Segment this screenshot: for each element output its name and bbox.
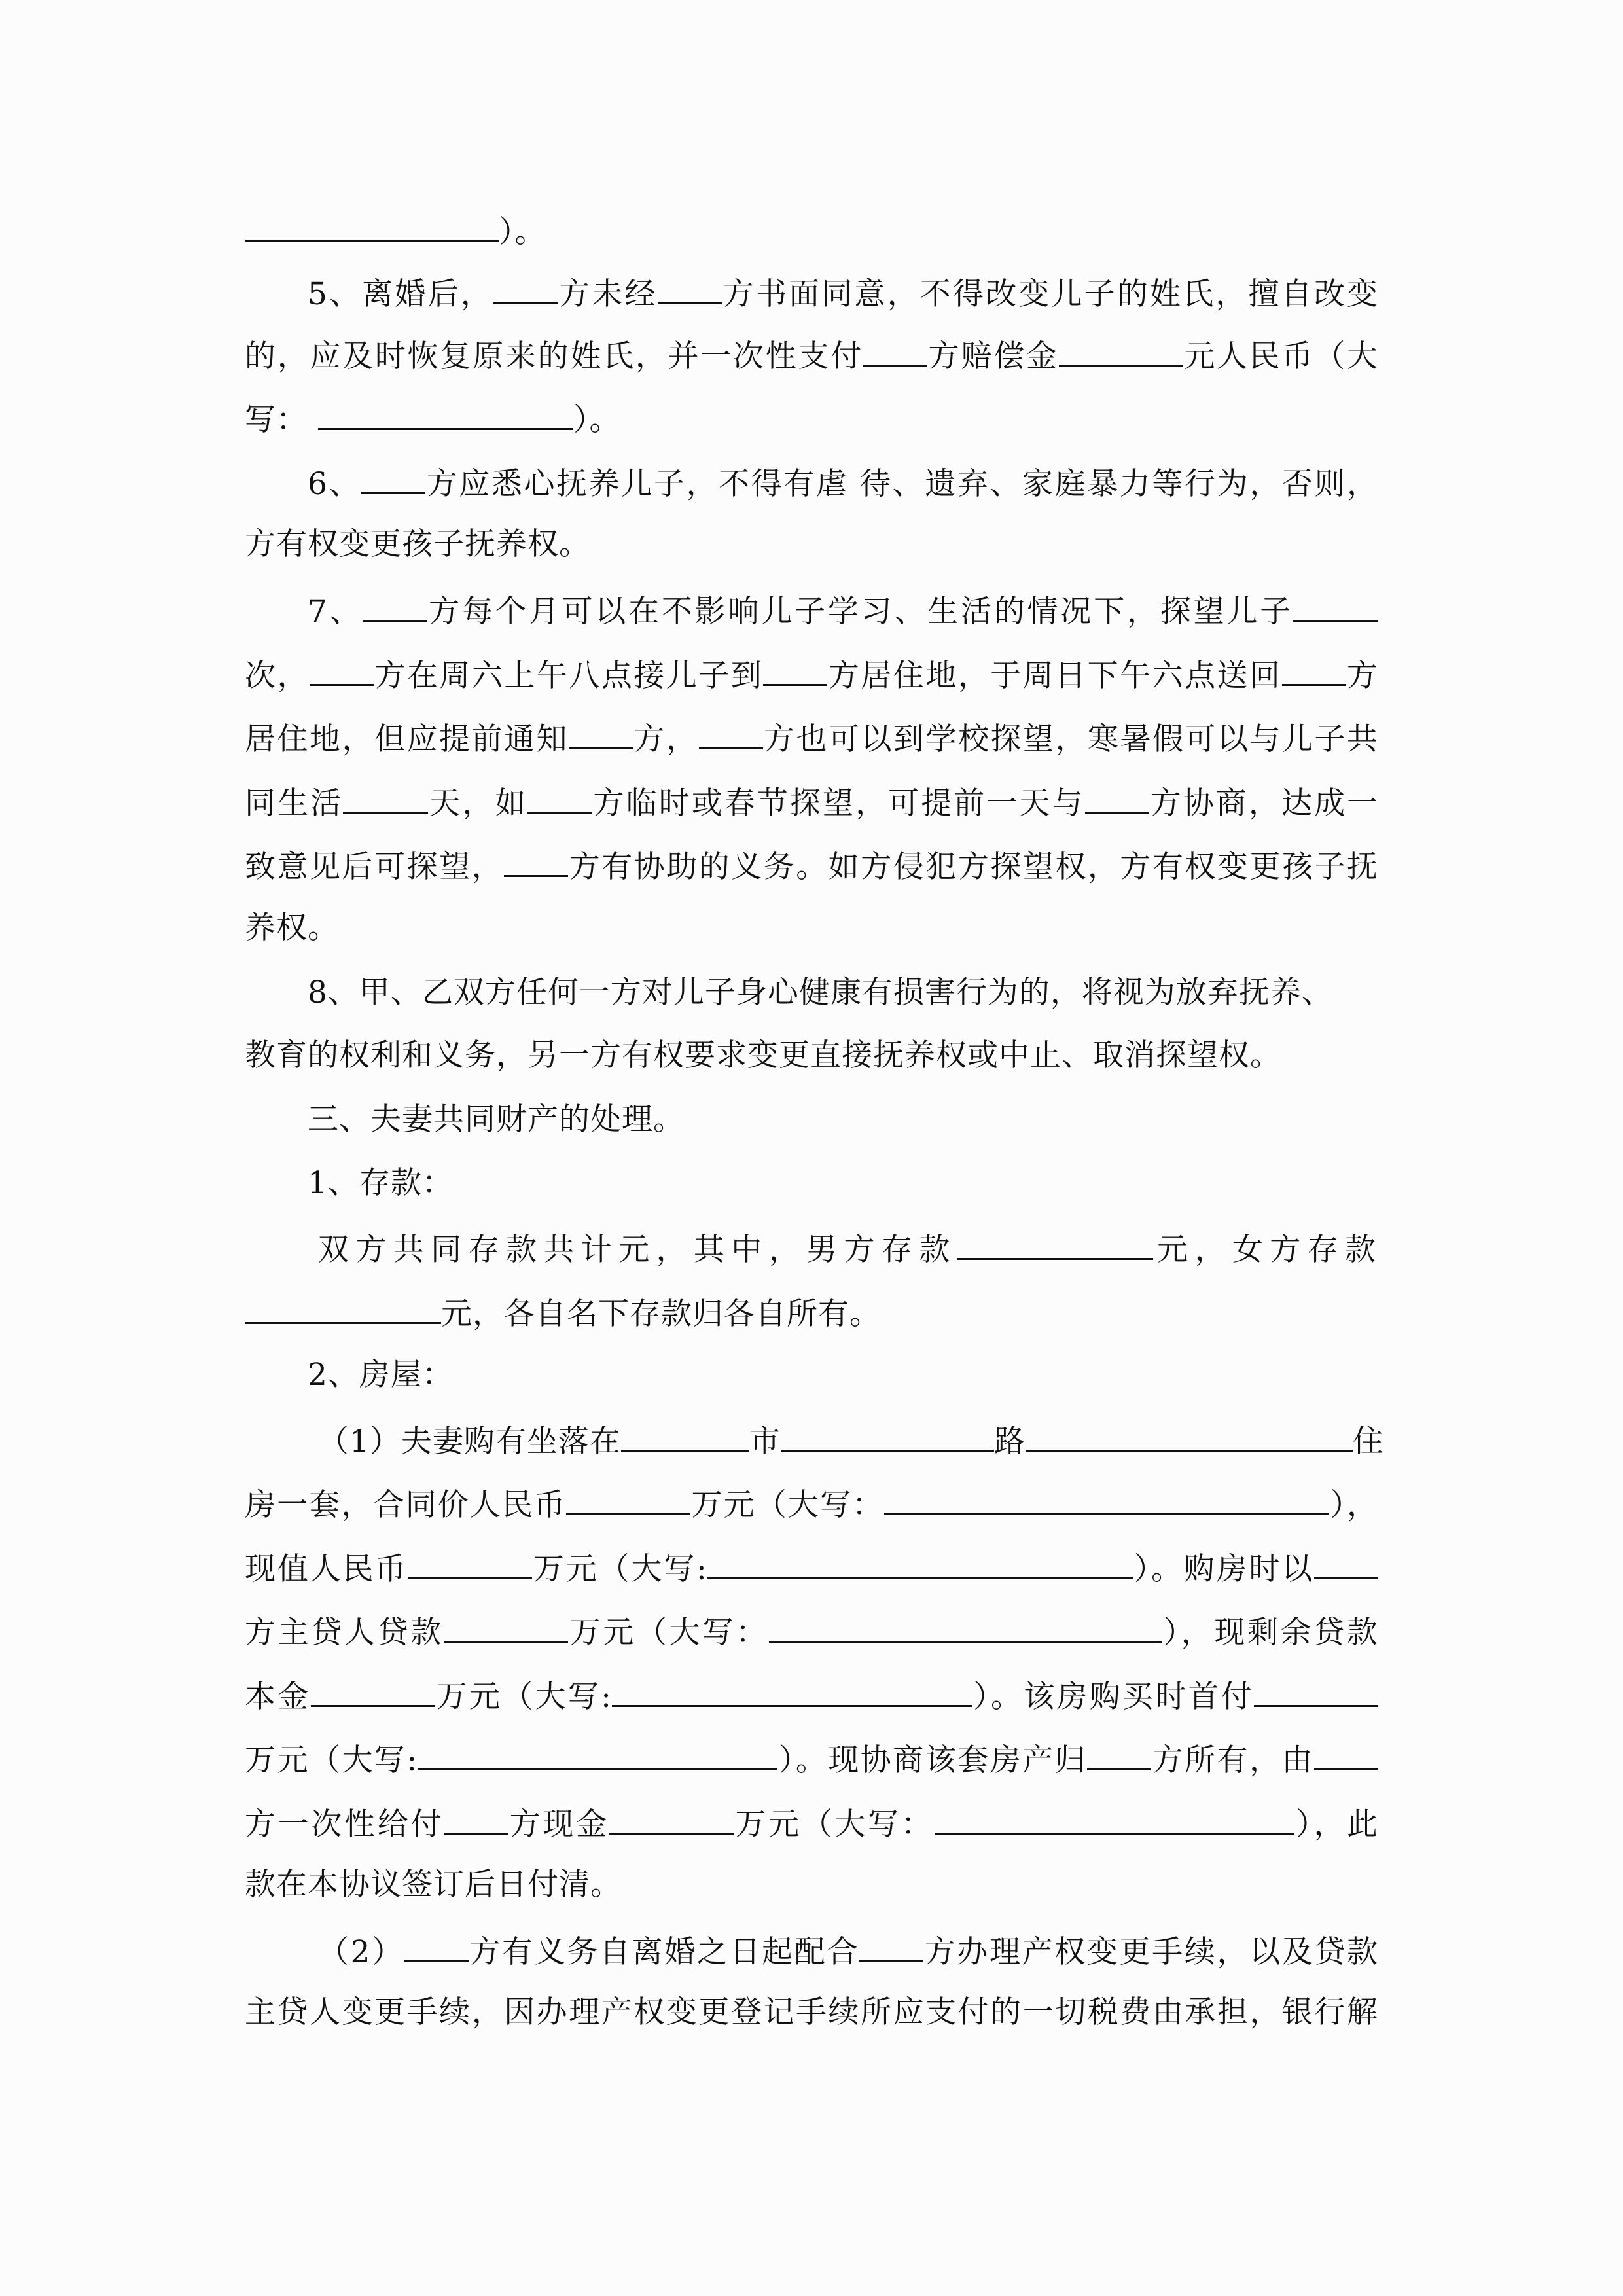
housing-line-4 — [245, 1607, 1378, 1653]
clause-8-line-2 — [245, 1033, 1378, 1079]
subsection-heading: 1、存款： — [308, 1165, 454, 1201]
fill-blank[interactable] — [404, 1926, 469, 1962]
text-segment: 养权。 — [245, 910, 339, 946]
text-segment: 天，如 — [428, 785, 528, 821]
text-segment: ）。购房时以 — [1132, 1551, 1315, 1587]
text-segment: 方协商，达成一 — [1149, 785, 1379, 821]
fill-blank[interactable] — [493, 268, 558, 304]
fill-blank[interactable] — [884, 1479, 1329, 1515]
deposits-line-1 — [245, 1224, 1378, 1270]
fill-blank[interactable] — [1254, 1671, 1378, 1707]
clause-7-line-2 — [245, 650, 1378, 696]
text-segment: 万元（大写: — [435, 1679, 612, 1715]
text-segment: 方， — [633, 721, 699, 757]
fill-blank[interactable] — [361, 458, 425, 494]
housing-item-2-line-2 — [245, 1990, 1378, 2036]
clause-7-line-1 — [245, 586, 1378, 632]
fill-blank[interactable] — [658, 268, 722, 304]
text-segment: 方有协助的义务。如方侵犯方探望权，方有权变更孩子抚 — [568, 849, 1379, 885]
text-segment: 方办理产权变更手续，以及贷款 — [923, 1934, 1379, 1970]
section-3-heading — [245, 1097, 1378, 1143]
clause-5-line-1 — [245, 268, 1378, 314]
fill-blank[interactable] — [245, 1288, 441, 1324]
subsection-deposits — [245, 1160, 1378, 1206]
text-segment: ）。 — [573, 402, 621, 438]
text-segment: 款在本协议签订后日付清。 — [245, 1867, 622, 1903]
fill-blank[interactable] — [418, 1734, 777, 1770]
text-segment: ），此 — [1294, 1806, 1379, 1842]
clause-7-line-3 — [245, 713, 1378, 759]
text-segment: 现值人民币 — [245, 1551, 408, 1587]
fill-blank[interactable] — [612, 1671, 972, 1707]
fill-blank[interactable] — [1085, 778, 1149, 814]
housing-line-2 — [245, 1479, 1378, 1525]
text-segment: ）。 — [499, 214, 546, 250]
fill-blank[interactable] — [245, 206, 499, 242]
housing-line-3 — [245, 1543, 1378, 1589]
fill-blank[interactable] — [1314, 1734, 1378, 1770]
text-segment: 双方共同存款共计元，其中，男方存款 — [318, 1232, 957, 1268]
text-segment: 元，女方存款 — [1152, 1232, 1379, 1268]
text-segment: 方所有，由 — [1151, 1742, 1314, 1778]
text-segment: 写： — [245, 402, 308, 438]
text-segment: 同生活 — [245, 785, 344, 821]
fill-blank[interactable] — [859, 1926, 923, 1962]
fill-blank[interactable] — [318, 394, 573, 430]
fill-blank[interactable] — [363, 586, 427, 622]
text-segment: ）。现协商该套房产归 — [777, 1742, 1088, 1778]
text-segment: 方主贷人贷款 — [245, 1615, 444, 1651]
text-segment: 万元（大写： — [733, 1806, 935, 1842]
text-segment: 方临时或春节探望，可提前一天与 — [592, 785, 1085, 821]
text-segment: 万元（大写： — [690, 1487, 885, 1523]
clause-5-line-2 — [245, 331, 1378, 376]
text-segment: 元，各自名下存款归各自所有。 — [441, 1296, 881, 1332]
text-segment: ）， — [1329, 1487, 1379, 1523]
text-segment: 方赔偿金 — [927, 338, 1059, 374]
fill-blank[interactable] — [504, 841, 568, 877]
fill-blank[interactable] — [707, 1543, 1133, 1579]
fill-blank[interactable] — [863, 331, 927, 367]
text-segment: 5、离婚后， — [308, 276, 493, 312]
text-segment: 方一次性给付 — [245, 1806, 444, 1842]
text-segment: 方有权变更孩子抚养权。 — [245, 526, 590, 562]
subsection-heading: 2、房屋： — [308, 1357, 454, 1393]
text-segment: 市 — [749, 1424, 781, 1460]
fill-blank[interactable] — [1059, 331, 1183, 367]
housing-line-6 — [245, 1734, 1378, 1780]
fill-blank[interactable] — [781, 1416, 994, 1452]
fill-blank[interactable] — [566, 1479, 690, 1515]
text-segment: 居住地，但应提前通知 — [245, 721, 569, 757]
fill-blank[interactable] — [343, 778, 428, 814]
fill-blank[interactable] — [609, 1799, 734, 1835]
clause-6-line-2 — [245, 522, 1378, 567]
text-segment: 万元（大写: — [245, 1742, 418, 1778]
fill-blank[interactable] — [1314, 1543, 1378, 1579]
text-segment: 方书面同意，不得改变儿子的姓氏，擅自改变 — [721, 276, 1379, 312]
fill-blank[interactable] — [408, 1543, 532, 1579]
subsection-housing — [245, 1352, 1378, 1398]
clause-7-line-5 — [245, 841, 1378, 887]
fill-blank[interactable] — [527, 778, 592, 814]
fill-blank[interactable] — [444, 1799, 508, 1835]
clause-7-line-4 — [245, 778, 1378, 823]
clause-6-line-1 — [245, 458, 1378, 504]
text-segment: 8、甲、乙双方任何一方对儿子身心健康有损害行为的，将视为放弃抚养、 — [308, 975, 1333, 1011]
text-segment: 万元（大写： — [568, 1615, 769, 1651]
text-segment: 方未经 — [557, 276, 658, 312]
fill-blank[interactable] — [769, 1607, 1162, 1643]
text-segment: 教育的权利和义务，另一方有权要求变更直接抚养权或中止、取消探望权。 — [245, 1037, 1281, 1073]
housing-line-7 — [245, 1799, 1378, 1844]
text-segment: 本金 — [245, 1679, 311, 1715]
fill-blank[interactable] — [310, 650, 374, 686]
fill-blank[interactable] — [311, 1671, 435, 1707]
text-segment: 万元（大写: — [532, 1551, 707, 1587]
fill-blank[interactable] — [569, 713, 633, 749]
text-segment: （2） — [318, 1934, 404, 1970]
housing-line-1 — [245, 1416, 1384, 1462]
text-segment: 方居住地，于周日下午六点送回 — [827, 658, 1282, 694]
text-segment: 方在周六上午八点接儿子到 — [373, 658, 764, 694]
section-heading: 三、夫妻共同财产的处理。 — [308, 1102, 685, 1138]
text-segment: 方 — [1346, 658, 1379, 694]
fill-blank[interactable] — [621, 1416, 749, 1452]
housing-line-8 — [245, 1862, 1378, 1908]
text-segment: 7、 — [308, 594, 363, 630]
text-segment: ），现剩余贷款 — [1161, 1615, 1379, 1651]
text-segment: 次， — [245, 658, 310, 694]
fill-blank[interactable] — [763, 650, 827, 686]
fill-blank[interactable] — [957, 1224, 1153, 1260]
clause-7-line-6 — [245, 905, 1378, 951]
clause-8-line-1 — [245, 970, 1378, 1016]
text-segment: 住 — [1352, 1424, 1384, 1460]
text-segment: 路 — [993, 1424, 1026, 1460]
text-line — [245, 206, 1378, 252]
fill-blank[interactable] — [1282, 650, 1346, 686]
deposits-line-2 — [245, 1288, 1378, 1334]
text-segment: 方现金 — [508, 1806, 609, 1842]
clause-5-line-3 — [245, 394, 1378, 440]
housing-item-2-line-1 — [245, 1926, 1378, 1972]
text-segment: 元人民币（大 — [1183, 338, 1379, 374]
fill-blank[interactable] — [444, 1607, 568, 1643]
fill-blank[interactable] — [935, 1799, 1294, 1835]
text-segment: 房一套，合同价人民币 — [245, 1487, 567, 1523]
text-segment: 方有义务自离婚之日起配合 — [468, 1934, 860, 1970]
housing-line-5 — [245, 1671, 1378, 1717]
text-segment: 的，应及时恢复原来的姓氏，并一次性支付 — [245, 338, 863, 374]
text-segment: 方应悉心抚养儿子，不得有虐 待、遗弃、家庭暴力等行为，否则， — [425, 466, 1378, 502]
text-segment: （1）夫妻购有坐落在 — [318, 1424, 621, 1460]
text-segment: 方也可以到学校探望，寒暑假可以与儿子共 — [762, 721, 1378, 757]
fill-blank[interactable] — [1087, 1734, 1151, 1770]
text-segment: ）。该房购买时首付 — [971, 1679, 1255, 1715]
text-segment: 主贷人变更手续，因办理产权变更登记手续所应支付的一切税费由承担，银行解 — [245, 1994, 1378, 2030]
text-segment: 致意见后可探望， — [245, 849, 505, 885]
text-segment: 6、 — [308, 466, 362, 502]
fill-blank[interactable] — [1026, 1416, 1353, 1452]
fill-blank[interactable] — [1293, 586, 1378, 622]
text-segment: 方每个月可以在不影响儿子学习、生活的情况下，探望儿子 — [427, 594, 1293, 630]
fill-blank[interactable] — [699, 713, 763, 749]
